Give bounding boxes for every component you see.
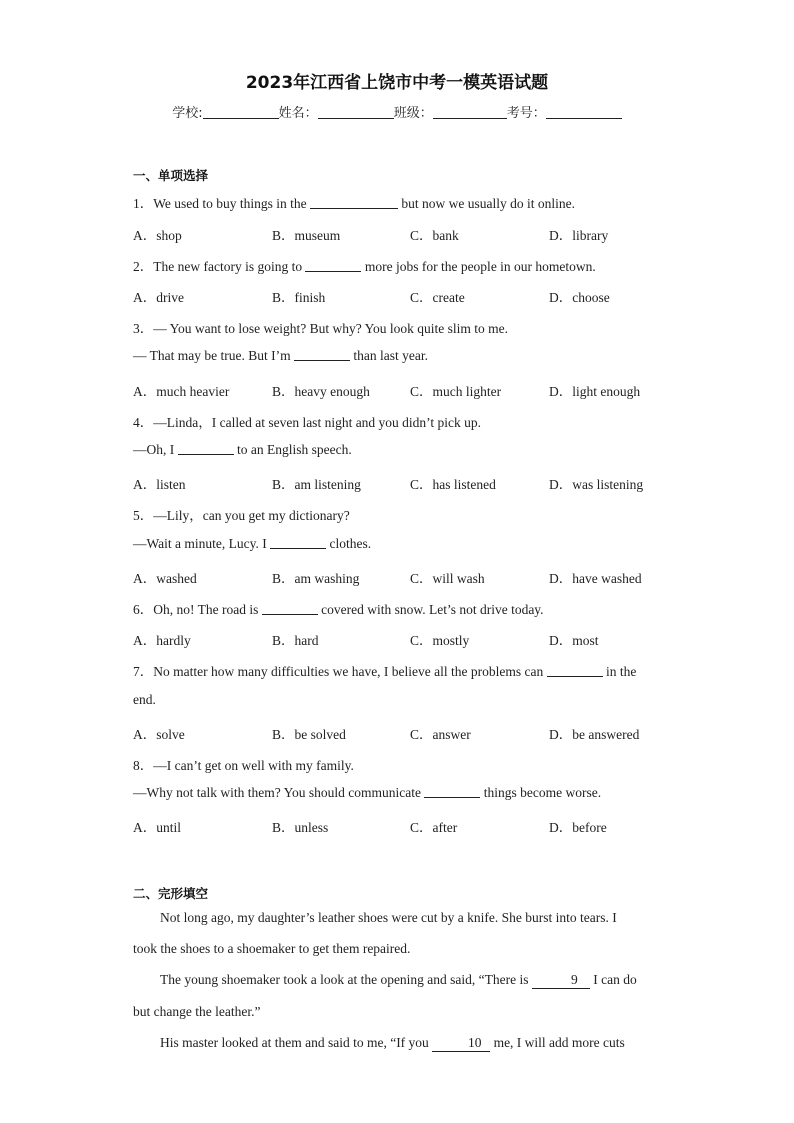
question-3-stem [133,348,428,364]
option-a[interactable]: A．shop [133,228,182,243]
option-a[interactable]: A．much heavier [133,384,230,399]
question-6-text-after: covered with snow. Let’s not drive today. [317,602,544,617]
question-5-blank [270,536,326,549]
option-a[interactable]: A．washed [133,571,197,586]
option-a[interactable]: A．hardly [133,633,191,648]
question-5-stem [133,536,371,552]
question-4-stem [133,442,352,458]
option-c[interactable]: C．answer [410,727,471,742]
cloze-blank-10: 10 [432,1035,490,1052]
option-c[interactable]: C．much lighter [410,384,502,399]
option-d[interactable]: D．be answered [549,727,640,742]
question-5-line-1: 5．—Lily，can you get my dictionary? [133,508,350,523]
option-d[interactable]: D．light enough [549,384,641,399]
school-field[interactable] [203,105,279,119]
student-info-line [0,102,794,121]
question-8-line-1: 8．—I can’t get on well with my family. [133,758,354,773]
option-b[interactable]: B．unless [272,820,329,835]
question-6-stem [133,598,544,618]
option-c[interactable]: C．create [410,290,465,305]
passage-text: me, I will add more cuts [490,1035,625,1050]
passage-line [133,1035,661,1052]
question-7-text-before: 7．No matter how many difficulties we have, I believe all the problems can [133,664,547,679]
option-d[interactable]: D．was listening [549,477,644,492]
question-2-blank [305,259,361,272]
question-7-line-2: end. [133,692,156,707]
question-3-line-1: 3．— You want to lose weight? But why? You look quite slim to me. [133,321,509,336]
exam-no-label: 考号： [506,106,546,121]
option-d[interactable]: D．most [549,633,599,648]
passage-text: I can do [589,972,637,987]
question-8-blank [424,785,480,798]
question-6-text-before: 6．Oh, no! The road is [133,602,262,617]
question-3-text-before: — That may be true. But I’m [133,348,294,363]
passage-line: but change the leather.” [133,1004,261,1019]
option-b[interactable]: B．heavy enough [272,384,370,399]
option-c[interactable]: C．bank [410,228,459,243]
option-b[interactable]: B．museum [272,228,341,243]
option-c[interactable]: C．will wash [410,571,485,586]
school-label: 学校: [172,106,203,121]
passage-line: Not long ago, my daughter’s leather shoes were cut by a knife. She burst into tears. I [160,910,617,925]
option-c[interactable]: C．mostly [410,633,470,648]
question-2-stem [133,255,596,275]
option-a[interactable]: A．drive [133,290,184,305]
page-title: 2023年江西省上饶市中考一模英语试题 [245,73,549,93]
option-b[interactable]: B．am washing [272,571,360,586]
passage-text: The young shoemaker took a look at the opening and said, “There is [160,972,532,987]
option-b[interactable]: B．hard [272,633,319,648]
question-8-text-before: —Why not talk with them? You should communicate [133,785,425,800]
option-b[interactable]: B．be solved [272,727,346,742]
question-7-stem [133,660,636,680]
question-4-blank [178,442,234,455]
exam-no-field[interactable] [546,105,622,119]
passage-line [133,972,661,989]
question-8-text-after: things become worse. [480,785,602,800]
question-1-stem [133,192,575,212]
passage-text: His master looked at them and said to me, “If you [160,1035,433,1050]
question-4-text-before: —Oh, I [133,442,178,457]
option-d[interactable]: D．choose [549,290,610,305]
question-2-text-after: more jobs for the people in our hometown. [361,259,596,274]
question-1-text-before: 1．We used to buy things in the [133,196,311,211]
question-2-text-before: 2．The new factory is going to [133,259,306,274]
option-d[interactable]: D．library [549,228,609,243]
option-d[interactable]: D．before [549,820,607,835]
question-3-text-after: than last year. [349,348,428,363]
question-1-text-after: but now we usually do it online. [398,196,576,211]
question-1-blank [310,196,398,209]
option-c[interactable]: C．after [410,820,458,835]
name-label: 姓名： [278,106,318,121]
question-5-text-before: —Wait a minute, Lucy. I [133,536,271,551]
class-field[interactable] [433,105,507,119]
question-6-blank [262,602,318,615]
section-heading-single-choice: 一、单项选择 [133,168,209,183]
question-4-text-after: to an English speech. [233,442,352,457]
section-heading-cloze: 二、完形填空 [133,886,209,901]
question-7-text-after: in the [602,664,637,679]
option-b[interactable]: B．am listening [272,477,361,492]
question-7-blank [547,664,603,677]
passage-line: took the shoes to a shoemaker to get them repaired. [133,941,411,956]
question-5-text-after: clothes. [326,536,372,551]
option-a[interactable]: A．listen [133,477,186,492]
class-label: 班级： [393,106,433,121]
option-b[interactable]: B．finish [272,290,326,305]
option-a[interactable]: A．solve [133,727,185,742]
option-a[interactable]: A．until [133,820,182,835]
question-8-stem [133,785,601,801]
question-4-line-1: 4．—Linda，I called at seven last night and you didn’t pick up. [133,415,482,430]
question-3-blank [294,348,350,361]
option-c[interactable]: C．has listened [410,477,496,492]
name-field[interactable] [318,105,394,119]
option-d[interactable]: D．have washed [549,571,642,586]
cloze-blank-9: 9 [532,972,590,989]
